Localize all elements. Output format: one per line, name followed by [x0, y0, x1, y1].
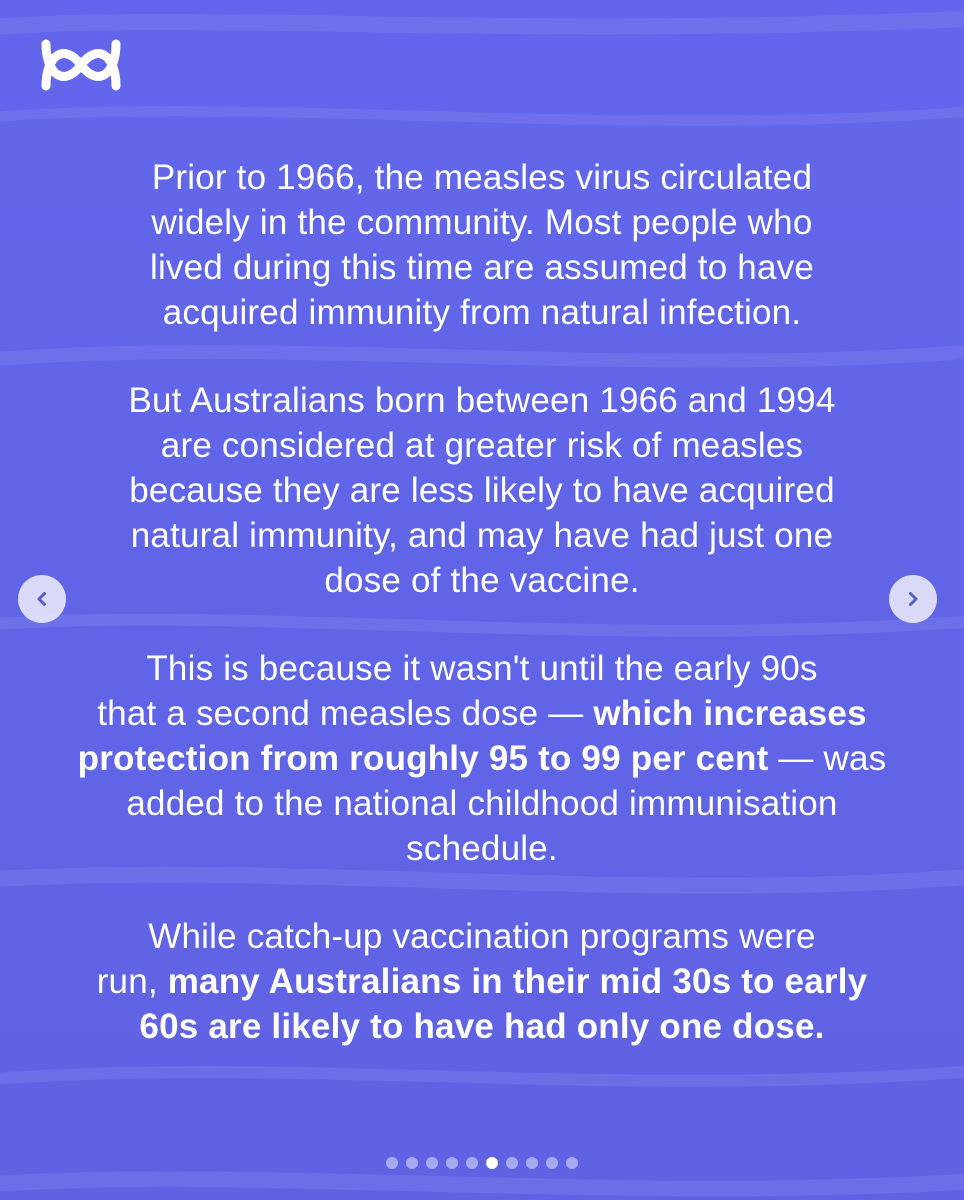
text-line: are considered at greater risk of measles: [160, 426, 804, 465]
pagination-dot[interactable]: [386, 1157, 398, 1169]
text-line: added to the national childhood immunisation: [126, 784, 838, 823]
text-emphasis: many Australians in their mid 30s to early: [167, 962, 868, 1001]
text-emphasis: protection from roughly 95 to 99 per cent: [77, 739, 769, 778]
text-line: [40, 691, 924, 736]
text-line: This is because it wasn't until the early 90s: [146, 649, 818, 688]
text-line: But Australians born between 1966 and 1994: [128, 381, 836, 420]
paragraph-pre-1966: [40, 155, 924, 335]
chevron-right-icon: [904, 590, 922, 608]
text-line: [40, 959, 924, 1004]
text-emphasis: which increases: [593, 694, 867, 733]
pagination-dot[interactable]: [526, 1157, 538, 1169]
text-line: widely in the community. Most people who: [151, 203, 813, 242]
paragraph-catch-up: [40, 914, 924, 1049]
abc-logo-icon: [38, 34, 124, 96]
carousel-pagination: [0, 1157, 964, 1169]
text-line: schedule.: [406, 829, 558, 868]
pagination-dot-active[interactable]: [486, 1157, 498, 1169]
pagination-dot[interactable]: [426, 1157, 438, 1169]
text-line: While catch-up vaccination programs were: [148, 917, 816, 956]
text-line: natural immunity, and may have had just one: [130, 516, 834, 555]
pagination-dot[interactable]: [466, 1157, 478, 1169]
text-line: dose of the vaccine.: [324, 561, 640, 600]
text-plain: run,: [96, 962, 168, 1001]
text-line: [40, 736, 924, 781]
pagination-dot[interactable]: [546, 1157, 558, 1169]
pagination-dot[interactable]: [566, 1157, 578, 1169]
paragraph-second-dose: [40, 646, 924, 871]
paragraph-1966-1994-risk: [40, 378, 924, 603]
text-line: lived during this time are assumed to have: [149, 248, 815, 287]
text-plain: that a second measles dose —: [97, 694, 594, 733]
previous-slide-button[interactable]: [18, 575, 66, 623]
abc-logo: [38, 34, 124, 96]
next-slide-button[interactable]: [889, 575, 937, 623]
chevron-left-icon: [33, 590, 51, 608]
pagination-dot[interactable]: [446, 1157, 458, 1169]
pagination-dot[interactable]: [406, 1157, 418, 1169]
text-line: because they are less likely to have acquired: [129, 471, 835, 510]
text-plain: — was: [768, 739, 887, 778]
text-emphasis: 60s are likely to have had only one dose.: [139, 1007, 825, 1046]
text-line: acquired immunity from natural infection.: [162, 293, 802, 332]
text-line: [40, 1004, 924, 1049]
text-line: Prior to 1966, the measles virus circulated: [151, 158, 813, 197]
pagination-dot[interactable]: [506, 1157, 518, 1169]
